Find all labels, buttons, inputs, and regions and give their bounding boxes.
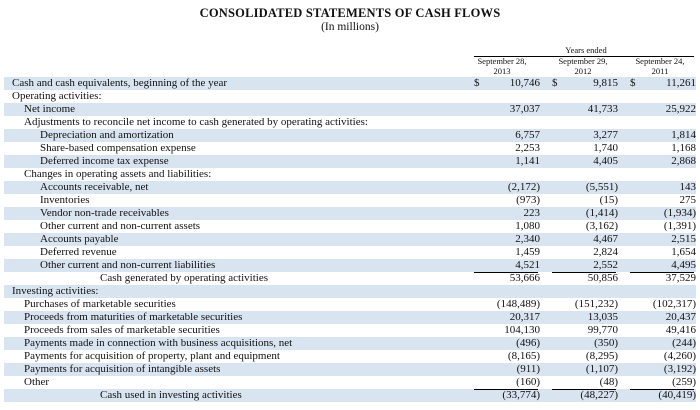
row-value: 1,814 <box>671 129 696 141</box>
table-row <box>4 181 696 194</box>
column-header-year: 2013 <box>493 65 511 76</box>
table-total-row <box>4 389 696 402</box>
currency-symbol: $ <box>552 77 558 89</box>
row-value: (350) <box>594 337 618 349</box>
row-value: (1,391) <box>663 220 696 232</box>
row-value: (973) <box>516 194 540 206</box>
table-row <box>4 116 696 129</box>
row-label: Depreciation and amortization <box>40 129 174 141</box>
statement-subtitle: (In millions) <box>321 21 379 33</box>
row-value: (1,107) <box>585 363 618 375</box>
table-row <box>4 298 696 311</box>
row-value: 104,130 <box>504 324 540 336</box>
statement-title: CONSOLIDATED STATEMENTS OF CASH FLOWS <box>199 6 501 20</box>
row-value: (8,165) <box>507 350 540 362</box>
row-value: 1,168 <box>671 142 696 154</box>
row-value: (102,317) <box>652 298 696 310</box>
row-label: Deferred income tax expense <box>40 155 169 167</box>
row-value: 4,521 <box>515 259 540 271</box>
table-row <box>4 363 696 376</box>
row-label: Operating activities: <box>12 90 102 102</box>
row-label: Vendor non-trade receivables <box>40 207 169 219</box>
row-label: Share-based compensation expense <box>40 142 196 154</box>
row-value: (244) <box>672 337 696 349</box>
row-value: 2,552 <box>593 259 618 271</box>
row-value: (15) <box>599 194 618 206</box>
row-value: 4,405 <box>593 155 618 167</box>
column-header-date: September 29, <box>558 56 608 66</box>
row-label: Cash used in investing activities <box>100 389 242 401</box>
row-label: Accounts payable <box>40 233 119 245</box>
row-label: Other current and non-current liabilities <box>40 259 216 271</box>
table-row <box>4 220 696 233</box>
row-value: 37,037 <box>509 103 540 115</box>
row-value: 25,922 <box>665 103 696 115</box>
row-value: 20,437 <box>665 311 696 323</box>
row-label: Adjustments to reconcile net income to cash generated by operating activities: <box>24 116 368 128</box>
subtotal-rule <box>474 389 538 390</box>
row-label: Other current and non-current assets <box>40 220 201 232</box>
row-value: 4,467 <box>593 233 618 245</box>
row-value: (1,934) <box>663 207 696 219</box>
table-row <box>4 77 696 90</box>
row-value: 2,868 <box>671 155 696 167</box>
row-label: Cash and cash equivalents, beginning of the year <box>12 77 228 89</box>
row-value: 6,757 <box>515 129 540 141</box>
row-value: (8,295) <box>585 350 618 362</box>
table-row <box>4 350 696 363</box>
row-label: Investing activities: <box>12 285 99 297</box>
row-value: 49,416 <box>665 324 696 336</box>
table-row <box>4 259 696 272</box>
row-value: 37,529 <box>665 272 696 284</box>
subtotal-rule <box>474 272 538 273</box>
column-header-year: 2011 <box>651 65 669 76</box>
table-row <box>4 103 696 116</box>
row-value: 53,666 <box>509 272 540 284</box>
table-row <box>4 376 696 389</box>
row-label: Accounts receivable, net <box>40 181 149 193</box>
row-value: (48) <box>599 376 618 388</box>
row-value: 2,824 <box>593 246 618 258</box>
table-row <box>4 207 696 220</box>
row-value: (33,774) <box>502 389 540 401</box>
row-value: 20,317 <box>509 311 540 323</box>
table-row <box>4 168 696 181</box>
column-header-2012 <box>547 57 619 76</box>
row-label: Payments for acquisition of property, plant and equipment <box>24 350 280 362</box>
row-value: 1,654 <box>671 246 696 258</box>
row-label: Proceeds from sales of marketable securities <box>24 324 220 336</box>
row-value: (151,232) <box>574 298 618 310</box>
row-label: Payments for acquisition of intangible assets <box>24 363 221 375</box>
subtotal-rule <box>552 389 616 390</box>
row-label: Other <box>24 376 50 388</box>
table-row <box>4 142 696 155</box>
row-value: (1,414) <box>585 207 618 219</box>
row-label: Changes in operating assets and liabilities: <box>24 168 212 180</box>
table-row <box>4 155 696 168</box>
row-value: 1,740 <box>593 142 618 154</box>
row-value: 10,746 <box>509 77 540 89</box>
row-value: (48,227) <box>580 389 618 401</box>
subtotal-rule <box>630 272 694 273</box>
row-label: Deferred revenue <box>40 246 117 258</box>
row-value: 50,856 <box>587 272 618 284</box>
row-value: (148,489) <box>496 298 540 310</box>
row-value: (911) <box>516 363 540 375</box>
row-value: (2,172) <box>507 181 540 193</box>
row-value: (160) <box>516 376 540 388</box>
table-row <box>4 194 696 207</box>
row-value: 275 <box>679 194 696 206</box>
row-value: 13,035 <box>587 311 618 323</box>
row-value: 1,141 <box>515 155 540 167</box>
table-row <box>4 311 696 324</box>
row-value: (5,551) <box>585 181 618 193</box>
row-value: (496) <box>516 337 540 349</box>
row-value: (4,260) <box>663 350 696 362</box>
row-value: 2,340 <box>515 233 540 245</box>
subtotal-rule <box>630 389 694 390</box>
row-label: Payments made in connection with business acquisitions, net <box>24 337 293 349</box>
table-row <box>4 337 696 350</box>
table-row <box>4 324 696 337</box>
row-label: Proceeds from maturities of marketable securities <box>24 311 243 323</box>
row-value: 4,495 <box>671 259 696 271</box>
row-label: Inventories <box>40 194 90 206</box>
row-value: (40,419) <box>658 389 696 401</box>
table-row <box>4 285 696 298</box>
column-header-year: 2012 <box>574 65 592 76</box>
currency-symbol: $ <box>474 77 480 89</box>
row-value: (3,192) <box>663 363 696 375</box>
row-value: 223 <box>523 207 540 219</box>
row-label: Purchases of marketable securities <box>24 298 176 310</box>
row-value: 11,261 <box>666 77 696 89</box>
table-row <box>4 90 696 103</box>
years-ended-label: Years ended <box>565 45 607 55</box>
row-value: 3,277 <box>593 129 618 141</box>
row-value: (3,162) <box>585 220 618 232</box>
row-value: (259) <box>672 376 696 388</box>
column-header-date: September 28, <box>477 56 527 66</box>
row-value: 9,815 <box>593 77 618 89</box>
table-total-row <box>4 272 696 285</box>
table-row <box>4 129 696 142</box>
currency-symbol: $ <box>630 77 636 89</box>
table-row <box>4 246 696 259</box>
column-header-date: September 24, <box>635 56 685 66</box>
row-value: 1,080 <box>515 220 540 232</box>
row-value: 2,253 <box>515 142 540 154</box>
column-header-2011 <box>624 57 696 76</box>
subtotal-rule <box>552 272 616 273</box>
row-value: 41,733 <box>587 103 618 115</box>
row-value: 99,770 <box>587 324 618 336</box>
row-value: 2,515 <box>671 233 696 245</box>
row-value: 143 <box>679 181 696 193</box>
column-header-2013 <box>466 57 538 76</box>
row-value: 1,459 <box>515 246 540 258</box>
row-label: Cash generated by operating activities <box>100 272 268 284</box>
row-label: Net income <box>24 103 76 115</box>
table-row <box>4 233 696 246</box>
